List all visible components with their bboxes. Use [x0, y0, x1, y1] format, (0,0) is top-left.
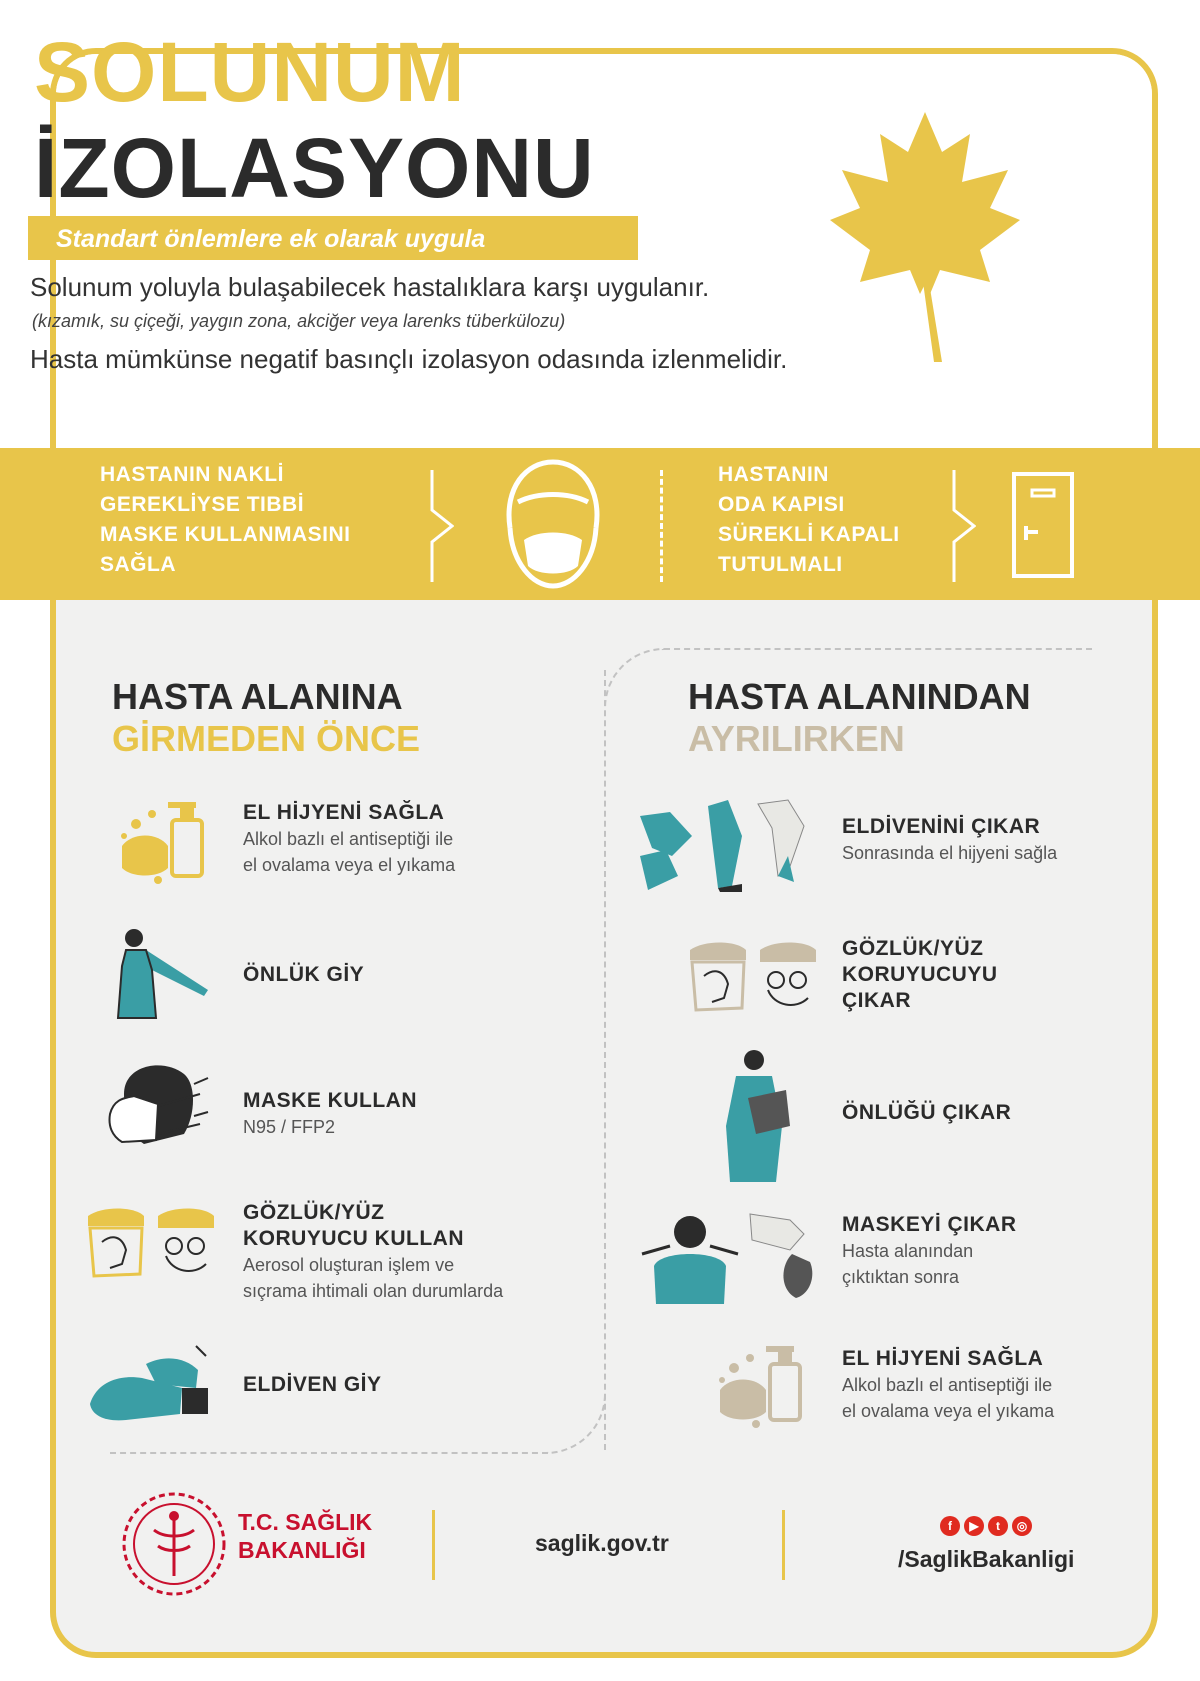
social-handle[interactable]: /SaglikBakanligi: [898, 1546, 1075, 1572]
band-text-transport: [100, 460, 420, 580]
band-left-line: MASKE KULLANMASINI: [100, 523, 351, 546]
ministry-line2: BAKANLIĞI: [238, 1537, 366, 1563]
band-right-line: SÜREKLİ KAPALI: [718, 523, 900, 546]
step-remove-mask-sub1: Hasta alanından: [842, 1241, 974, 1261]
description-diseases: (kızamık, su çiçeği, yaygın zona, akciğer veya larenks tüberkülozu): [32, 311, 566, 331]
before-heading: [112, 676, 420, 760]
step-goggles-sub1: Aerosol oluşturan işlem ve: [243, 1255, 455, 1275]
title-izolasyonu: İZOLASYONU: [34, 121, 595, 215]
remove-gown-icon: [716, 1046, 796, 1184]
hand-hygiene-icon: [710, 1340, 810, 1430]
before-heading-line1: HASTA ALANINA: [112, 676, 403, 717]
instagram-icon[interactable]: ◎: [1012, 1516, 1032, 1536]
glove-icon: [86, 1344, 216, 1424]
band-right-line: HASTANIN: [718, 463, 829, 486]
youtube-icon[interactable]: ▶: [964, 1516, 984, 1536]
door-icon: [1010, 470, 1080, 580]
twitter-icon[interactable]: t: [988, 1516, 1008, 1536]
ministry-line1: T.C. SAĞLIK: [238, 1509, 373, 1535]
band-left-line: HASTANIN NAKLİ: [100, 463, 284, 486]
mask-icon: [104, 1054, 214, 1154]
step-remove-mask-title: MASKEYİ ÇIKAR: [842, 1213, 1017, 1236]
description-room: Hasta mümkünse negatif basınçlı izolasyon odasında izlenmelidir.: [30, 344, 788, 374]
facebook-icon[interactable]: f: [940, 1516, 960, 1536]
step-mask-title: MASKE KULLAN: [243, 1089, 417, 1112]
after-heading-line1: HASTA ALANINDAN: [688, 676, 1031, 717]
band-right-line: ODA KAPISI: [718, 493, 845, 516]
after-heading-line2: AYRILIRKEN: [688, 718, 905, 759]
ministry-name: [238, 1508, 372, 1564]
step-hand-hygiene-title: EL HİJYENİ SAĞLA: [243, 801, 445, 824]
step-hand-hygiene-after-sub2: el ovalama veya el yıkama: [842, 1401, 1055, 1421]
band-text-door: [718, 460, 928, 580]
step-remove-gloves-sub1: Sonrasında el hijyeni sağla: [842, 843, 1058, 863]
divider-top: [664, 648, 1092, 650]
after-heading: [688, 676, 1031, 760]
description-main: Solunum yoluyla bulaşabilecek hastalıklara karşı uygulanır.: [30, 272, 710, 302]
remove-mask-icon: [640, 1210, 820, 1306]
face-shield-icon: [82, 1206, 220, 1286]
step-remove-goggles-title3: ÇIKAR: [842, 989, 911, 1012]
band-left-line: GEREKLİYSE TIBBİ: [100, 493, 305, 516]
title-solunum: SOLUNUM: [34, 25, 466, 119]
chevron-right-icon: [952, 470, 976, 582]
footer-divider: [432, 1510, 435, 1580]
divider-bottom: [110, 1452, 548, 1454]
step-remove-gown-title: ÖNLÜĞÜ ÇIKAR: [842, 1101, 1012, 1124]
remove-face-shield-icon: [684, 940, 822, 1020]
step-remove-gloves-title: ELDİVENİNİ ÇIKAR: [842, 815, 1041, 838]
social-icons: [940, 1516, 1032, 1536]
step-hand-hygiene-after-title: EL HİJYENİ SAĞLA: [842, 1347, 1044, 1370]
step-goggles-title2: KORUYUCU KULLAN: [243, 1227, 464, 1250]
step-hand-hygiene-sub2: el ovalama veya el yıkama: [243, 855, 456, 875]
step-hand-hygiene-sub1: Alkol bazlı el antiseptiği ile: [243, 829, 454, 849]
before-heading-line2: GİRMEDEN ÖNCE: [112, 718, 421, 759]
website-link[interactable]: saglik.gov.tr: [535, 1530, 669, 1556]
hand-hygiene-icon: [112, 796, 212, 886]
divider-vertical: [604, 670, 606, 1450]
step-remove-goggles-title1: GÖZLÜK/YÜZ: [842, 937, 984, 960]
maple-leaf-icon: [830, 112, 1020, 362]
step-mask-sub1: N95 / FFP2: [243, 1117, 336, 1137]
step-gown-title: ÖNLÜK GİY: [243, 963, 365, 986]
step-goggles-sub2: sıçrama ihtimali olan durumlarda: [243, 1281, 504, 1301]
gown-icon: [112, 926, 212, 1021]
subtitle: Standart önlemlere ek olarak uygula: [56, 225, 486, 253]
step-hand-hygiene-after-sub1: Alkol bazlı el antiseptiği ile: [842, 1375, 1053, 1395]
remove-gloves-icon: [638, 796, 808, 892]
band-right-line: TUTULMALI: [718, 553, 843, 576]
band-left-line: SAĞLA: [100, 553, 176, 576]
ministry-seal-logo: [120, 1490, 228, 1598]
step-goggles-title1: GÖZLÜK/YÜZ: [243, 1201, 385, 1224]
step-remove-mask-sub2: çıktıktan sonra: [842, 1267, 960, 1287]
chevron-right-icon: [430, 470, 454, 582]
band-divider: [660, 470, 663, 582]
masked-face-icon: [498, 458, 608, 594]
step-remove-goggles-title2: KORUYUCUYU: [842, 963, 998, 986]
footer-divider: [782, 1510, 785, 1580]
step-gloves-title: ELDİVEN GİY: [243, 1373, 382, 1396]
